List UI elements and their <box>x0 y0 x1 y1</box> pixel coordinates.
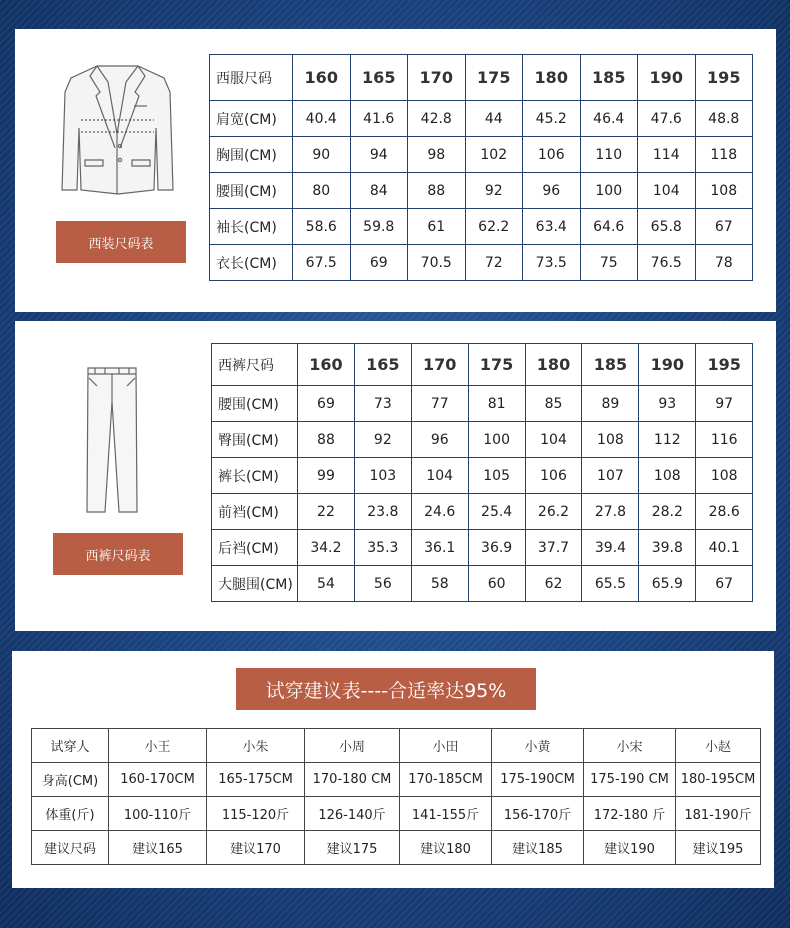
trial-suggestion-panel <box>12 651 774 888</box>
table-cell: 46.4 <box>580 101 638 137</box>
suit-jacket-illustration <box>60 62 175 197</box>
table-cell: 160-170CM <box>109 763 207 797</box>
table-cell: 84 <box>350 173 408 209</box>
table-cell: 172-180 斤 <box>584 797 676 831</box>
table-cell: 141-155斤 <box>400 797 492 831</box>
size-column-header: 170 <box>411 344 468 386</box>
table-row <box>210 173 753 209</box>
table-cell: 175-190 CM <box>584 763 676 797</box>
table-cell: 80 <box>293 173 351 209</box>
table-cell: 34.2 <box>298 530 355 566</box>
table-cell: 25.4 <box>468 494 525 530</box>
table-cell: 59.8 <box>350 209 408 245</box>
table-cell: 98 <box>408 137 466 173</box>
size-header-label: 西服尺码 <box>210 55 293 101</box>
size-column-header: 190 <box>638 55 696 101</box>
size-column-header: 175 <box>465 55 523 101</box>
table-row <box>32 831 761 865</box>
table-cell: 92 <box>354 422 411 458</box>
table-cell: 100 <box>468 422 525 458</box>
table-cell: 93 <box>639 386 696 422</box>
table-cell: 156-170斤 <box>492 797 584 831</box>
table-cell: 73 <box>354 386 411 422</box>
table-cell: 96 <box>523 173 581 209</box>
table-cell: 44 <box>465 101 523 137</box>
row-label: 臀围(CM) <box>212 422 298 458</box>
suit-size-table <box>209 54 753 281</box>
table-cell: 102 <box>465 137 523 173</box>
table-cell: 22 <box>298 494 355 530</box>
size-column-header: 195 <box>696 344 753 386</box>
size-header-row <box>212 344 753 386</box>
size-column-header: 180 <box>523 55 581 101</box>
table-cell: 115-120斤 <box>207 797 305 831</box>
table-cell: 105 <box>468 458 525 494</box>
table-cell: 100-110斤 <box>109 797 207 831</box>
table-cell: 42.8 <box>408 101 466 137</box>
row-label: 裤长(CM) <box>212 458 298 494</box>
table-cell: 104 <box>525 422 582 458</box>
size-column-header: 165 <box>350 55 408 101</box>
size-column-header: 180 <box>525 344 582 386</box>
table-cell: 23.8 <box>354 494 411 530</box>
table-cell: 175-190CM <box>492 763 584 797</box>
table-cell: 26.2 <box>525 494 582 530</box>
suit-size-chart-label: 西装尺码表 <box>56 221 186 263</box>
size-column-header: 195 <box>695 55 753 101</box>
row-label: 身高(CM) <box>32 763 109 797</box>
table-cell: 36.9 <box>468 530 525 566</box>
table-cell: 100 <box>580 173 638 209</box>
table-cell: 81 <box>468 386 525 422</box>
table-cell: 180-195CM <box>676 763 761 797</box>
table-cell: 27.8 <box>582 494 639 530</box>
table-cell: 126-140斤 <box>305 797 400 831</box>
table-cell: 108 <box>696 458 753 494</box>
table-cell: 24.6 <box>411 494 468 530</box>
table-cell: 62 <box>525 566 582 602</box>
table-cell: 54 <box>298 566 355 602</box>
table-cell: 170-185CM <box>400 763 492 797</box>
table-cell: 108 <box>639 458 696 494</box>
table-cell: 41.6 <box>350 101 408 137</box>
table-cell: 39.4 <box>582 530 639 566</box>
table-row <box>212 386 753 422</box>
table-cell: 建议185 <box>492 831 584 865</box>
table-cell: 181-190斤 <box>676 797 761 831</box>
table-cell: 48.8 <box>695 101 753 137</box>
table-cell: 75 <box>580 245 638 281</box>
table-cell: 40.4 <box>293 101 351 137</box>
table-cell: 60 <box>468 566 525 602</box>
table-cell: 70.5 <box>408 245 466 281</box>
table-row <box>212 530 753 566</box>
table-cell: 69 <box>350 245 408 281</box>
table-cell: 58 <box>411 566 468 602</box>
table-cell: 小赵 <box>676 729 761 763</box>
table-row <box>32 797 761 831</box>
table-cell: 112 <box>639 422 696 458</box>
table-row <box>212 422 753 458</box>
table-cell: 建议180 <box>400 831 492 865</box>
table-cell: 118 <box>695 137 753 173</box>
table-cell: 小周 <box>305 729 400 763</box>
table-cell: 110 <box>580 137 638 173</box>
table-row <box>210 137 753 173</box>
row-label: 胸围(CM) <box>210 137 293 173</box>
table-cell: 94 <box>350 137 408 173</box>
table-cell: 90 <box>293 137 351 173</box>
table-cell: 114 <box>638 137 696 173</box>
size-column-header: 160 <box>293 55 351 101</box>
table-cell: 92 <box>465 173 523 209</box>
table-cell: 61 <box>408 209 466 245</box>
table-cell: 85 <box>525 386 582 422</box>
table-cell: 67.5 <box>293 245 351 281</box>
table-cell: 37.7 <box>525 530 582 566</box>
table-cell: 40.1 <box>696 530 753 566</box>
table-cell: 56 <box>354 566 411 602</box>
table-cell: 58.6 <box>293 209 351 245</box>
table-cell: 96 <box>411 422 468 458</box>
row-label: 试穿人 <box>32 729 109 763</box>
row-label: 衣长(CM) <box>210 245 293 281</box>
table-cell: 106 <box>525 458 582 494</box>
table-cell: 116 <box>696 422 753 458</box>
size-column-header: 175 <box>468 344 525 386</box>
table-cell: 89 <box>582 386 639 422</box>
trial-suggestion-title: 试穿建议表----合适率达95% <box>236 668 536 710</box>
table-cell: 99 <box>298 458 355 494</box>
table-cell: 77 <box>411 386 468 422</box>
suit-size-panel <box>15 29 776 312</box>
table-cell: 107 <box>582 458 639 494</box>
row-label: 大腿围(CM) <box>212 566 298 602</box>
table-cell: 小宋 <box>584 729 676 763</box>
table-cell: 72 <box>465 245 523 281</box>
table-cell: 165-175CM <box>207 763 305 797</box>
table-row <box>210 101 753 137</box>
table-cell: 28.6 <box>696 494 753 530</box>
table-cell: 108 <box>695 173 753 209</box>
table-cell: 小田 <box>400 729 492 763</box>
table-cell: 88 <box>298 422 355 458</box>
table-cell: 63.4 <box>523 209 581 245</box>
table-cell: 69 <box>298 386 355 422</box>
row-label: 后裆(CM) <box>212 530 298 566</box>
table-cell: 36.1 <box>411 530 468 566</box>
table-row <box>210 245 753 281</box>
row-label: 肩宽(CM) <box>210 101 293 137</box>
row-label: 腰围(CM) <box>212 386 298 422</box>
table-row <box>212 458 753 494</box>
table-cell: 建议165 <box>109 831 207 865</box>
table-cell: 建议195 <box>676 831 761 865</box>
table-cell: 97 <box>696 386 753 422</box>
size-column-header: 165 <box>354 344 411 386</box>
table-cell: 35.3 <box>354 530 411 566</box>
table-cell: 建议175 <box>305 831 400 865</box>
table-cell: 170-180 CM <box>305 763 400 797</box>
table-cell: 62.2 <box>465 209 523 245</box>
table-cell: 小黄 <box>492 729 584 763</box>
pants-size-panel <box>15 321 776 631</box>
table-cell: 106 <box>523 137 581 173</box>
row-label: 袖长(CM) <box>210 209 293 245</box>
table-cell: 67 <box>696 566 753 602</box>
table-cell: 39.8 <box>639 530 696 566</box>
table-cell: 88 <box>408 173 466 209</box>
table-cell: 67 <box>695 209 753 245</box>
table-row <box>210 209 753 245</box>
size-column-header: 170 <box>408 55 466 101</box>
table-cell: 76.5 <box>638 245 696 281</box>
table-cell: 47.6 <box>638 101 696 137</box>
table-row <box>32 763 761 797</box>
pants-size-chart-label: 西裤尺码表 <box>53 533 183 575</box>
size-column-header: 185 <box>580 55 638 101</box>
table-cell: 28.2 <box>639 494 696 530</box>
table-cell: 45.2 <box>523 101 581 137</box>
table-cell: 小王 <box>109 729 207 763</box>
row-label: 前裆(CM) <box>212 494 298 530</box>
row-label: 建议尺码 <box>32 831 109 865</box>
size-header-row <box>210 55 753 101</box>
table-cell: 104 <box>638 173 696 209</box>
table-cell: 103 <box>354 458 411 494</box>
size-column-header: 185 <box>582 344 639 386</box>
table-cell: 64.6 <box>580 209 638 245</box>
size-column-header: 160 <box>298 344 355 386</box>
row-label: 腰围(CM) <box>210 173 293 209</box>
table-cell: 65.8 <box>638 209 696 245</box>
trial-suggestion-table <box>31 728 761 865</box>
size-header-label: 西裤尺码 <box>212 344 298 386</box>
table-cell: 65.5 <box>582 566 639 602</box>
trial-header-row <box>32 729 761 763</box>
table-row <box>212 494 753 530</box>
table-cell: 建议190 <box>584 831 676 865</box>
table-cell: 65.9 <box>639 566 696 602</box>
table-cell: 73.5 <box>523 245 581 281</box>
table-cell: 建议170 <box>207 831 305 865</box>
table-cell: 104 <box>411 458 468 494</box>
table-cell: 108 <box>582 422 639 458</box>
trousers-illustration <box>83 364 141 516</box>
row-label: 体重(斤) <box>32 797 109 831</box>
table-cell: 78 <box>695 245 753 281</box>
size-column-header: 190 <box>639 344 696 386</box>
table-cell: 小朱 <box>207 729 305 763</box>
table-row <box>212 566 753 602</box>
pants-size-table <box>211 343 753 602</box>
